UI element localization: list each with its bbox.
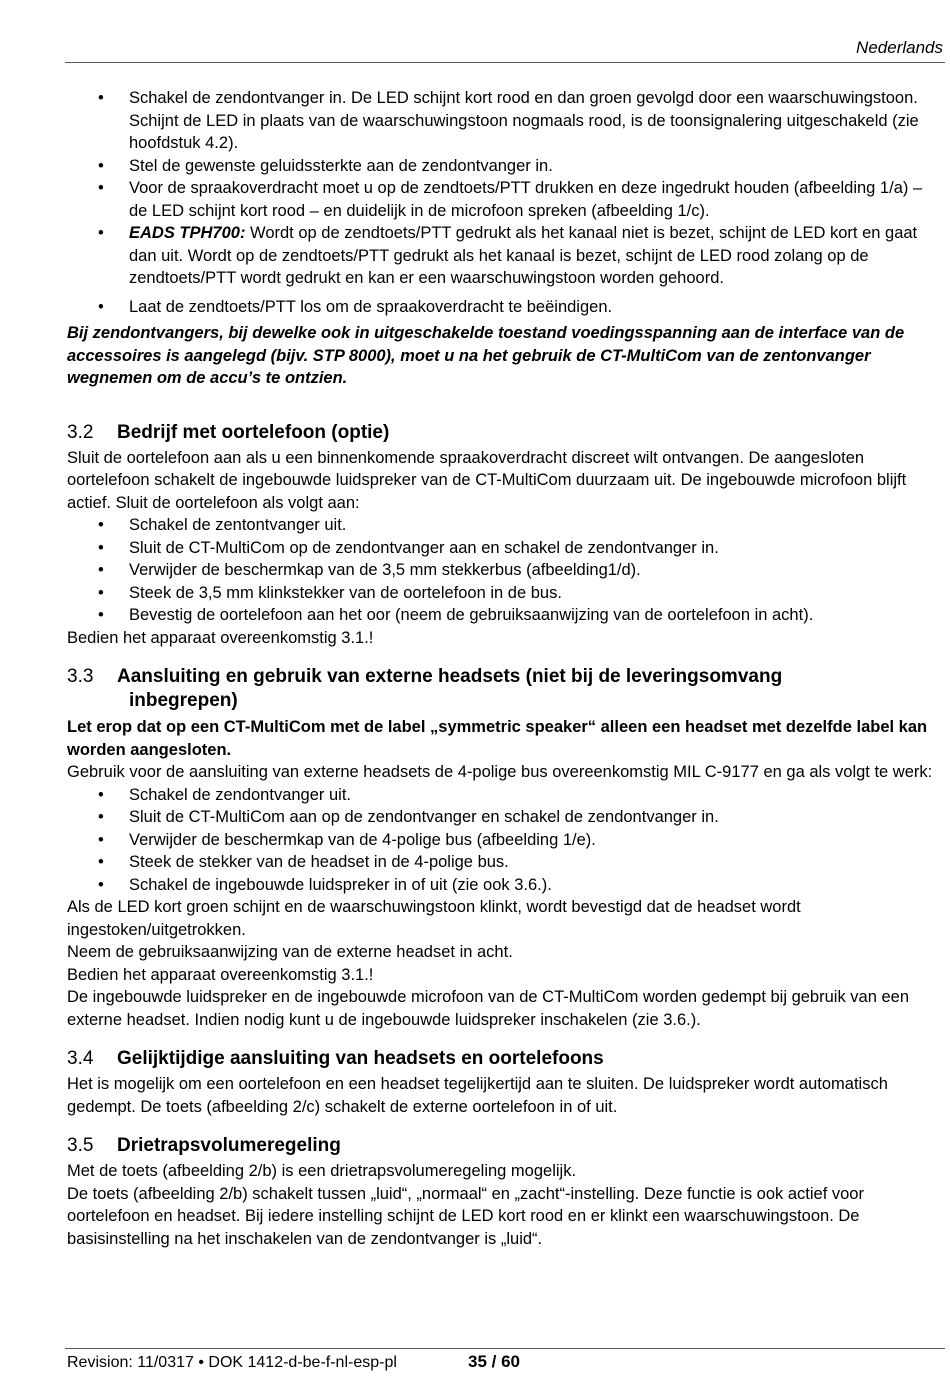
list-item: • Schakel de zendontvanger uit. bbox=[67, 784, 943, 807]
list-item: • Schakel de zendontvanger in. De LED schijnt kort rood en dan groen gevolgd door een waarschuwingstoon. Schijnt de LED in plaats van de waarschuwingstoon nogmaals rood, is de toonsignalering uitgeschakeld (zie hoofdstuk 4.2). bbox=[67, 87, 943, 155]
section-3-5-para: Met de toets (afbeelding 2/b) is een drietrapsvolumeregeling mogelijk. bbox=[67, 1162, 577, 1180]
section-3-3-para: Neem de gebruiksaanwijzing van de externe headset in acht. bbox=[67, 943, 513, 961]
section-3-3-bold-note: Let erop dat op een CT-MultiCom met de label „symmetric speaker“ alleen een headset met dezelfde label kan worden aangesloten. bbox=[67, 718, 928, 759]
footer-page-number: 35 / 60 bbox=[468, 1352, 520, 1371]
section-3-3-intro: Gebruik voor de aansluiting van externe headsets de 4-polige bus overeenkomstig MIL C-9177 en ga als volgt te werk: bbox=[67, 763, 933, 781]
page-header-language: Nederlands bbox=[856, 38, 943, 57]
list-item: • Sluit de CT-MultiCom op de zendontvanger aan en schakel de zendontvanger in. bbox=[67, 537, 943, 560]
section-number: 3.5 bbox=[67, 1135, 94, 1156]
list-item: • Schakel de zentontvanger uit. bbox=[67, 514, 943, 537]
section-3-3-para: De ingebouwde luidspreker en de ingebouwde microfoon van de CT-MultiCom worden gedempt bij gebruik van een externe headset. Indien nodig kunt u de ingebouwde luidspreker inschakelen (zie 3.6.). bbox=[67, 988, 909, 1029]
list-item: • Steek de 3,5 mm klinkstekker van de oortelefoon in de bus. bbox=[67, 582, 943, 605]
section-3-3-heading bbox=[67, 665, 943, 713]
list-item: • Bevestig de oortelefoon aan het oor (neem de gebruiksaanwijzing van de oortelefoon in acht). bbox=[67, 604, 943, 627]
footer-divider bbox=[65, 1348, 945, 1349]
section-3-5-para: De toets (afbeelding 2/b) schakelt tussen „luid“, „normaal“ en „zacht“-instelling. Deze functie is ook actief voor oortelefoon en headset. Bij iedere instelling schijnt de LED kort rood en er klinkt een waarschuwingstoon. De basisinstelling na het inschakelen van de zendontvanger is „luid“. bbox=[67, 1184, 864, 1248]
section-3-3-para: Als de LED kort groen schijnt en de waarschuwingstoon klinkt, wordt bevestigd dat de headset wordt ingestoken/uitgetrokken. bbox=[67, 898, 801, 939]
list-item: • Sluit de CT-MultiCom aan op de zendontvanger en schakel de zendontvanger in. bbox=[67, 806, 943, 829]
list-item: • Verwijder de beschermkap van de 4-polige bus (afbeelding 1/e). bbox=[67, 829, 943, 852]
section-3-2-steps bbox=[67, 514, 943, 627]
list-item: • Schakel de ingebouwde luidspreker in of uit (zie ook 3.6.). bbox=[67, 874, 943, 897]
list-item: • Voor de spraakoverdracht moet u op de zendtoets/PTT drukken en deze ingedrukt houden (afbeelding 1/a) – de LED schijnt kort rood – en duidelijk in de microfoon spreken (afbeelding 1/c). bbox=[67, 177, 943, 222]
section-number: 3.3 bbox=[67, 666, 94, 687]
section-3-2-heading bbox=[67, 421, 943, 445]
list-item: • Stel de gewenste geluidssterkte aan de zendontvanger in. bbox=[67, 155, 943, 178]
list-item: • Laat de zendtoets/PTT los om de spraakoverdracht te beëindigen. bbox=[67, 296, 943, 319]
page-content bbox=[67, 87, 943, 1250]
list-item: • Steek de stekker van de headset in de 4-polige bus. bbox=[67, 851, 943, 874]
section-number: 3.4 bbox=[67, 1048, 94, 1069]
section-number: 3.2 bbox=[67, 421, 94, 443]
section-title: Gelijktijdige aansluiting van headsets en oortelefoons bbox=[117, 1048, 604, 1069]
header-divider bbox=[65, 62, 945, 63]
eads-text: Wordt op de zendtoets/PTT gedrukt als het kanaal niet is bezet, schijnt de LED kort en gaat dan uit. Wordt op de zendtoets/PTT gedrukt als het kanaal is bezet, schijnt de LED rood zolang op de zendtoets/PTT wordt gedrukt en kan er een waarschuwingstoon worden gehoord. bbox=[129, 224, 918, 287]
section-title: Drietrapsvolumeregeling bbox=[117, 1135, 341, 1156]
intro-bullet-list bbox=[67, 87, 943, 318]
section-3-3-para: Bedien het apparaat overeenkomstig 3.1.! bbox=[67, 965, 374, 984]
list-item-eads bbox=[67, 222, 943, 290]
section-3-2-closing: Bedien het apparaat overeenkomstig 3.1.! bbox=[67, 628, 374, 647]
warning-note: Bij zendontvangers, bij dewelke ook in uitgeschakelde toestand voedingsspanning aan de interface van de accessoires is aangelegd (bijv. STP 8000), moet u na het gebruik de CT-MultiCom van de zentonvanger wegnemen om de accu’s te ontzien. bbox=[67, 324, 905, 387]
section-3-3-steps bbox=[67, 784, 943, 897]
section-3-5-heading bbox=[67, 1134, 943, 1158]
section-3-4-body: Het is mogelijk om een oortelefoon en een headset tegelijkertijd aan te sluiten. De luidspreker wordt automatisch gedempt. De toets (afbeelding 2/c) schakelt de externe oortelefoon in of uit. bbox=[67, 1075, 888, 1116]
section-title-line1: Aansluiting en gebruik van externe headsets (niet bij de leveringsomvang bbox=[117, 666, 783, 687]
footer-revision: Revision: 11/0317 • DOK 1412-d-be-f-nl-esp-pl bbox=[67, 1354, 397, 1371]
section-3-4-heading bbox=[67, 1047, 943, 1071]
eads-label: EADS TPH700: bbox=[129, 224, 246, 242]
section-title: Bedrijf met oortelefoon (optie) bbox=[117, 421, 390, 443]
section-3-2-intro: Sluit de oortelefoon aan als u een binnenkomende spraakoverdracht discreet wilt ontvangen. De aangesloten oortelefoon schakelt de ingebouwde luidspreker van de CT-MultiCom duurzaam uit. De ingebouwde microfoon blijft actief. Sluit de oortelefoon als volgt aan: bbox=[67, 448, 907, 512]
list-item: • Verwijder de beschermkap van de 3,5 mm stekkerbus (afbeelding1/d). bbox=[67, 559, 943, 582]
section-title-line2: inbegrepen) bbox=[129, 690, 238, 711]
